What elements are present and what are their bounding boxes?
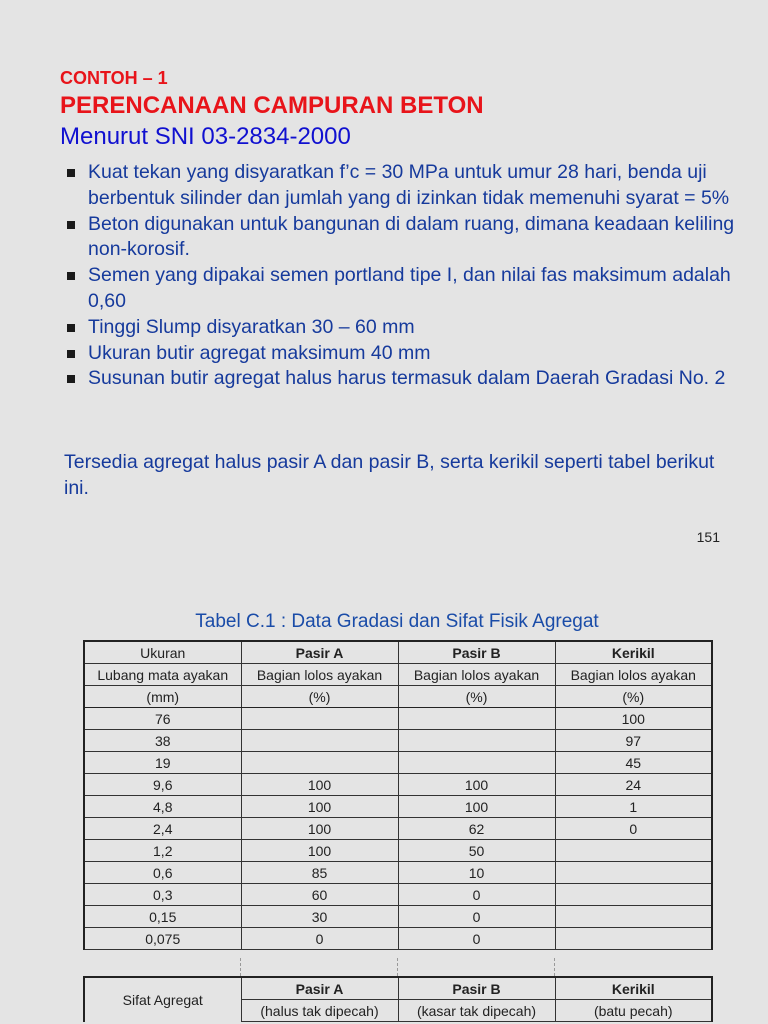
table-cell xyxy=(241,730,398,752)
table-cell: 100 xyxy=(241,796,398,818)
table-cell xyxy=(241,752,398,774)
list-item xyxy=(64,263,744,315)
example-label: CONTOH – 1 xyxy=(60,68,168,88)
table-cell: 100 xyxy=(241,818,398,840)
header-row xyxy=(84,977,712,1000)
table-cell: 100 xyxy=(555,708,712,730)
bullet-text: Kuat tekan yang disyaratkan f’c = 30 MPa untuk umur 28 hari, benda uji berbentuk silinder dan jumlah yang di izinkan tidak memenuhi syarat = 5% xyxy=(88,161,730,209)
table-cell: 9,6 xyxy=(84,774,241,796)
intro-paragraph: Tersedia agregat halus pasir A dan pasir B, serta kerikil seperti tabel berikut ini. xyxy=(64,451,715,499)
bullet-text: Semen yang dipakai semen portland tipe I, dan nilai fas maksimum adalah 0,60 xyxy=(88,264,731,312)
bullet-text: Tinggi Slump disyaratkan 30 – 60 mm xyxy=(88,315,415,338)
table-cell xyxy=(398,730,555,752)
table-cell: 100 xyxy=(241,774,398,796)
table-cell: 0,075 xyxy=(84,928,241,950)
header-cell: Pasir B xyxy=(398,641,555,664)
list-item xyxy=(64,160,744,212)
header-cell: (halus tak dipecah) xyxy=(241,1000,398,1022)
table-cell: 24 xyxy=(555,774,712,796)
bullet-text: Susunan butir agregat halus harus termasuk dalam Daerah Gradasi No. 2 xyxy=(88,367,726,390)
header-cell: Pasir B xyxy=(398,977,555,1000)
table-cell: 0,3 xyxy=(84,884,241,906)
square-bullet-icon xyxy=(67,169,75,177)
table-cell: 76 xyxy=(84,708,241,730)
header-cell: (%) xyxy=(241,686,398,708)
table-cell: 60 xyxy=(241,884,398,906)
table-gap xyxy=(83,958,711,976)
table-cell: 100 xyxy=(398,796,555,818)
dashed-divider xyxy=(240,958,241,976)
header-cell: Kerikil xyxy=(555,641,712,664)
header-cell: (kasar tak dipecah) xyxy=(398,1000,555,1022)
dashed-divider xyxy=(554,958,555,976)
list-item xyxy=(64,212,744,264)
row-label: Sifat Agregat xyxy=(84,977,241,1022)
requirements-list xyxy=(64,160,744,392)
dashed-divider xyxy=(397,958,398,976)
header-cell: Kerikil xyxy=(555,977,712,1000)
page-number: 151 xyxy=(696,529,720,545)
table-cell: 38 xyxy=(84,730,241,752)
table-cell: 0 xyxy=(241,928,398,950)
table-cell xyxy=(555,862,712,884)
table-cell: 0 xyxy=(398,928,555,950)
table-cell: 62 xyxy=(398,818,555,840)
table-cell: 30 xyxy=(241,906,398,928)
table-cell xyxy=(555,928,712,950)
header-cell: Bagian lolos ayakan xyxy=(555,664,712,686)
table-row xyxy=(84,840,712,862)
square-bullet-icon xyxy=(67,324,75,332)
header-cell: (batu pecah) xyxy=(555,1000,712,1022)
table-cell: 45 xyxy=(555,752,712,774)
table-cell: 0,6 xyxy=(84,862,241,884)
list-item xyxy=(64,366,744,392)
header-row xyxy=(84,664,712,686)
bullet-text: Ukuran butir agregat maksimum 40 mm xyxy=(88,341,431,364)
square-bullet-icon xyxy=(67,221,75,229)
table-cell: 50 xyxy=(398,840,555,862)
square-bullet-icon xyxy=(67,350,75,358)
gradation-table xyxy=(83,640,713,950)
table-row xyxy=(84,708,712,730)
header-cell: Pasir A xyxy=(241,641,398,664)
table-cell xyxy=(398,752,555,774)
table-cell xyxy=(555,840,712,862)
header-cell: Ukuran xyxy=(84,641,241,664)
header-cell: (%) xyxy=(555,686,712,708)
table-cell: 4,8 xyxy=(84,796,241,818)
table-row xyxy=(84,818,712,840)
table-cell: 2,4 xyxy=(84,818,241,840)
table-row xyxy=(84,884,712,906)
table-row xyxy=(84,928,712,950)
table-cell xyxy=(398,708,555,730)
table-cell xyxy=(555,884,712,906)
table-cell: 0 xyxy=(398,884,555,906)
table-row xyxy=(84,730,712,752)
header-cell: Bagian lolos ayakan xyxy=(398,664,555,686)
square-bullet-icon xyxy=(67,375,75,383)
header-cell: Bagian lolos ayakan xyxy=(241,664,398,686)
aggregate-properties-table xyxy=(83,976,713,1022)
slide-subtitle: Menurut SNI 03-2834-2000 xyxy=(60,123,351,150)
table-cell: 1 xyxy=(555,796,712,818)
table-row xyxy=(84,774,712,796)
list-item xyxy=(64,341,744,367)
table-row xyxy=(84,796,712,818)
table-cell xyxy=(241,708,398,730)
header-cell: (mm) xyxy=(84,686,241,708)
table-cell: 19 xyxy=(84,752,241,774)
table-cell: 97 xyxy=(555,730,712,752)
header-cell: Pasir A xyxy=(241,977,398,1000)
table-cell: 0,15 xyxy=(84,906,241,928)
table-row xyxy=(84,862,712,884)
table-cell: 1,2 xyxy=(84,840,241,862)
table-cell: 100 xyxy=(241,840,398,862)
header-row xyxy=(84,686,712,708)
slide-title: PERENCANAAN CAMPURAN BETON xyxy=(60,92,484,119)
table-cell: 100 xyxy=(398,774,555,796)
table-cell: 10 xyxy=(398,862,555,884)
table-cell: 85 xyxy=(241,862,398,884)
header-row xyxy=(84,641,712,664)
table-row xyxy=(84,752,712,774)
table-cell: 0 xyxy=(398,906,555,928)
table-cell xyxy=(555,906,712,928)
header-cell: (%) xyxy=(398,686,555,708)
table-caption: Tabel C.1 : Data Gradasi dan Sifat Fisik Agregat xyxy=(195,611,599,632)
list-item xyxy=(64,315,744,341)
bullet-text: Beton digunakan untuk bangunan di dalam ruang, dimana keadaan keliling non-korosif. xyxy=(88,212,735,261)
table-cell: 0 xyxy=(555,818,712,840)
table-row xyxy=(84,906,712,928)
header-cell: Lubang mata ayakan xyxy=(84,664,241,686)
square-bullet-icon xyxy=(67,272,75,280)
